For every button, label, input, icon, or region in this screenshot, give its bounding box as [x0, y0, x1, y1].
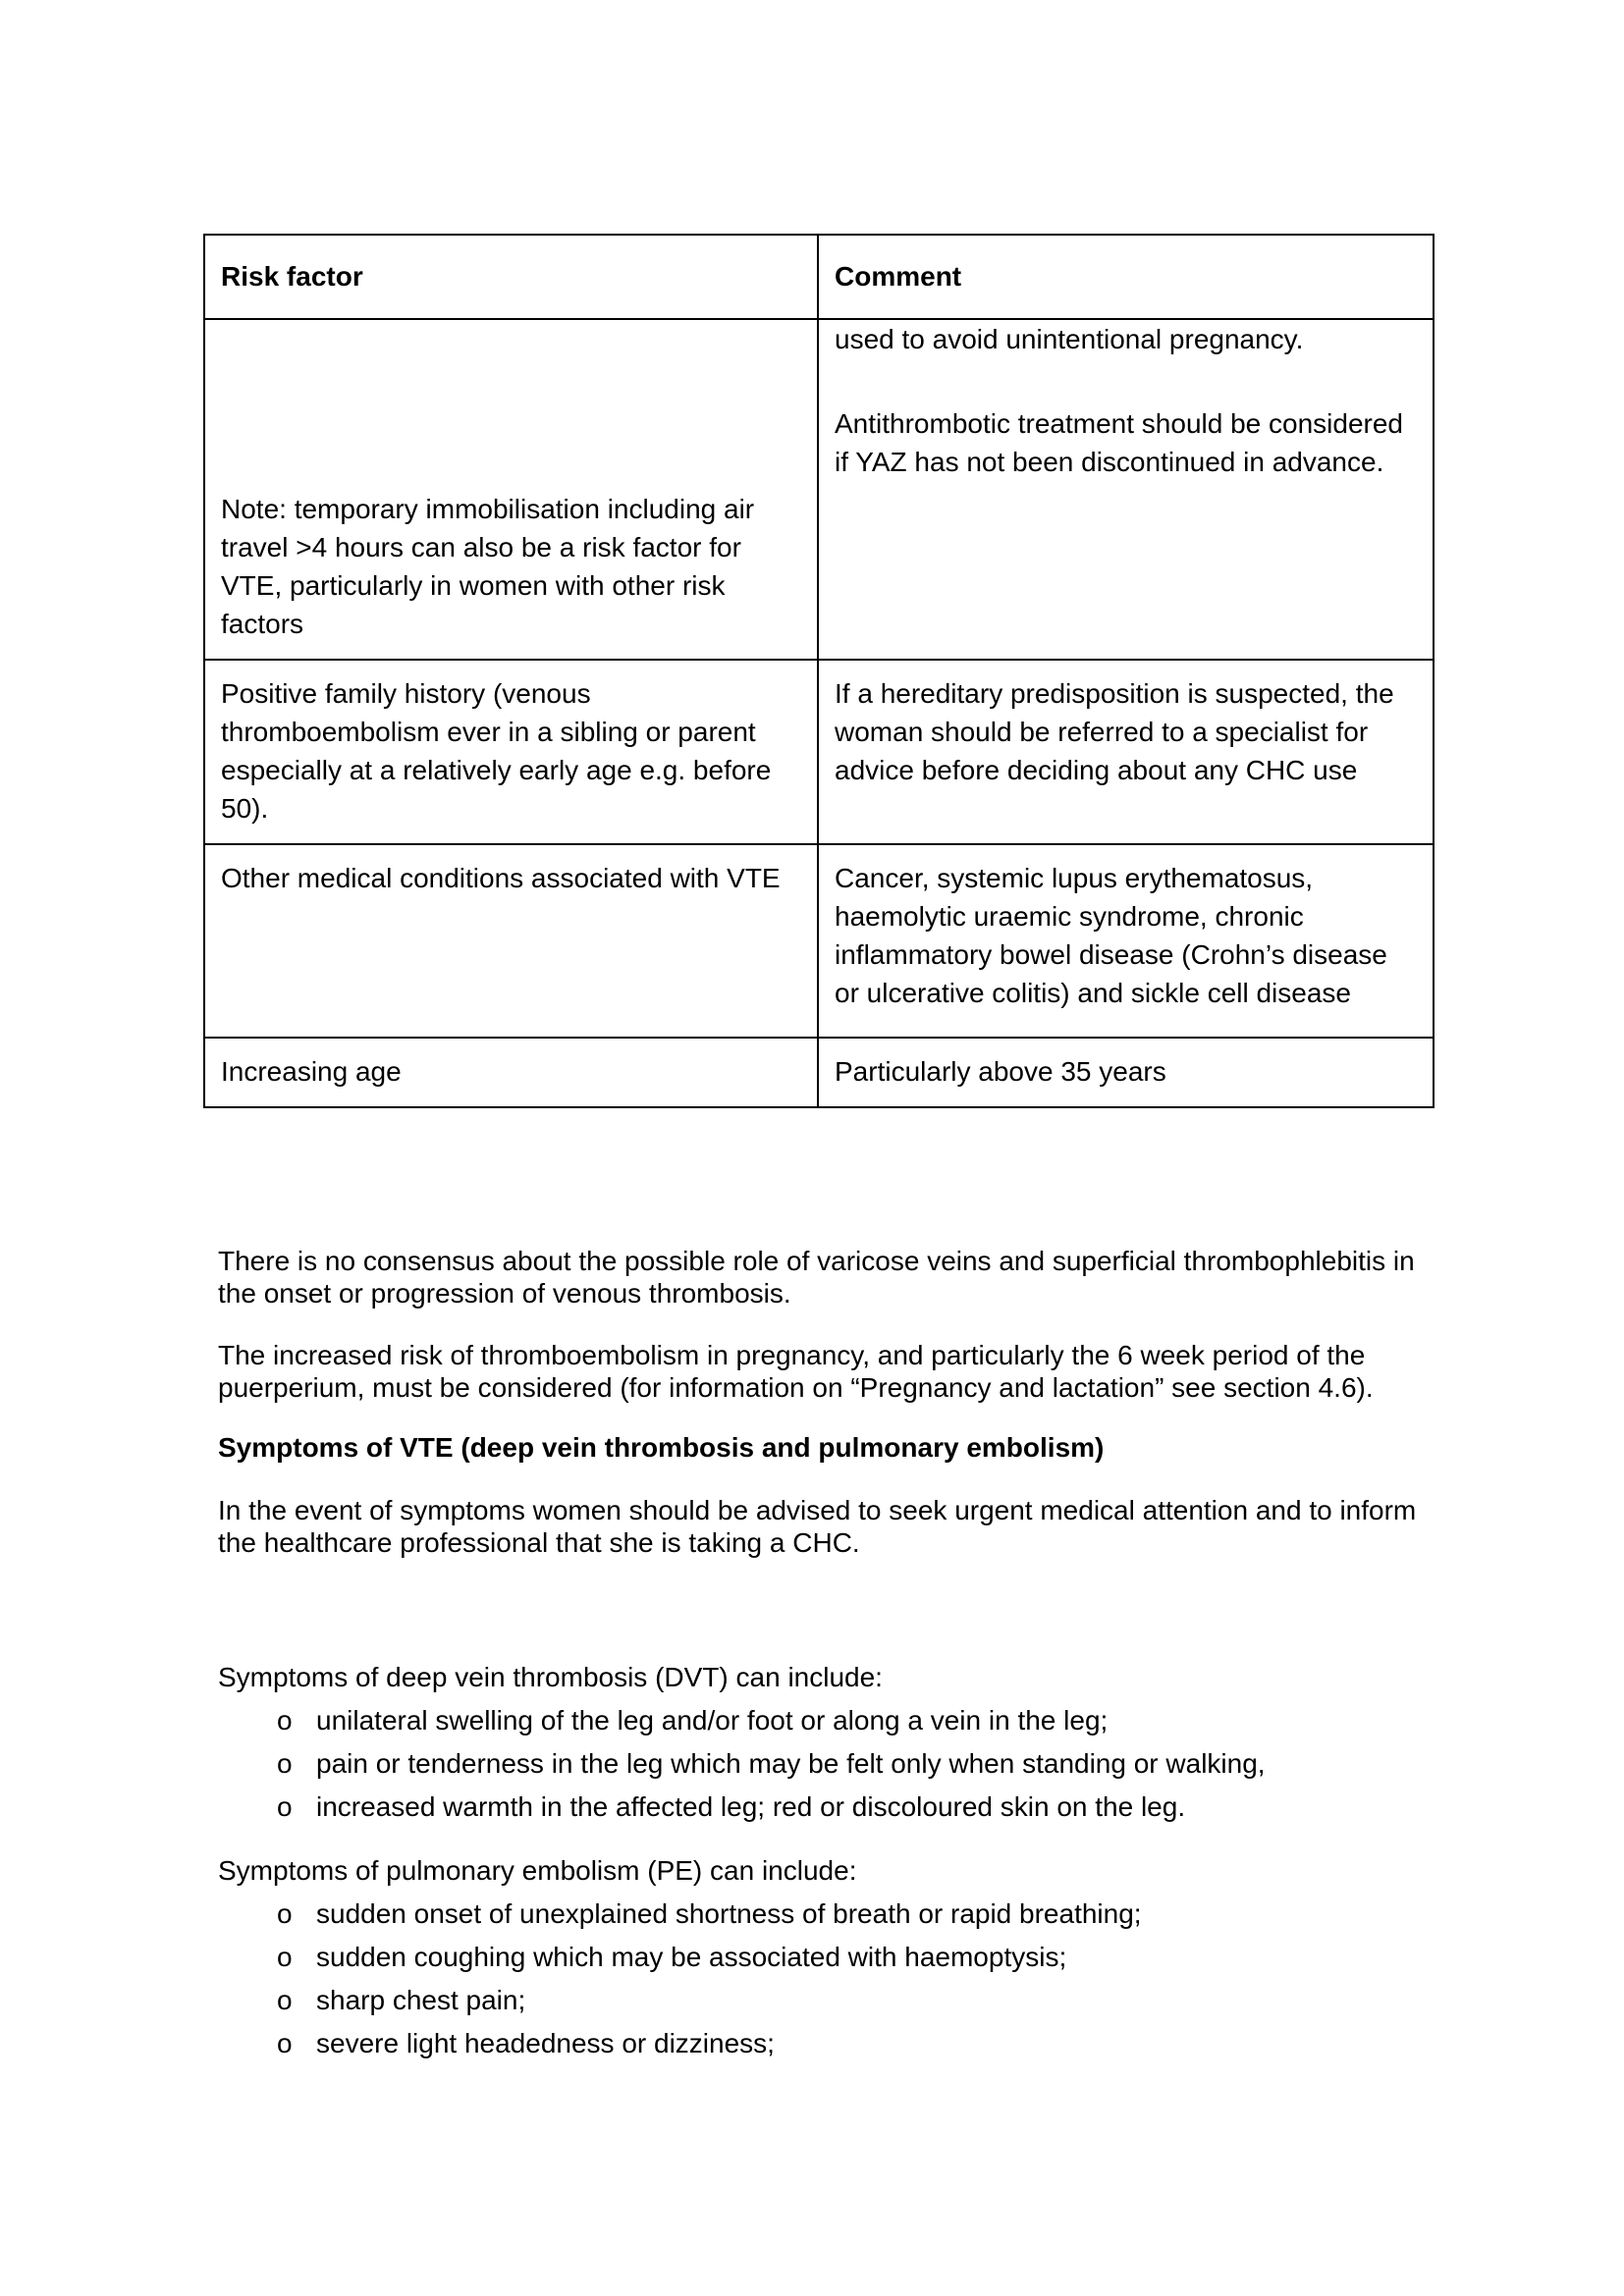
list-item — [218, 1979, 1435, 2022]
list-lead: Symptoms of pulmonary embolism (PE) can include: — [218, 1855, 857, 1886]
comment-cell — [818, 319, 1434, 660]
comment-cell: Cancer, systemic lupus erythematosus, haemolytic uraemic syndrome, chronic inflammatory bowel disease (Crohn’s disease or ulcerative colitis) and sickle cell disease — [818, 844, 1434, 1038]
list-item-text: increased warmth in the affected leg; red or discoloured skin on the leg. — [316, 1791, 1186, 1822]
table-row — [204, 1038, 1434, 1107]
paragraph-advice — [218, 1494, 1435, 1559]
comment-cell: If a hereditary predisposition is suspected, the woman should be referred to a specialist for advice before deciding about any CHC use — [818, 660, 1434, 844]
comment-cell: Particularly above 35 years — [818, 1038, 1434, 1107]
bullet-icon: o — [277, 1985, 293, 2015]
table-row — [204, 660, 1434, 844]
bullet-icon: o — [277, 2028, 293, 2058]
table-row — [204, 844, 1434, 1038]
risk-cell: Increasing age — [204, 1038, 818, 1107]
header-comment: Comment — [818, 235, 1434, 319]
bullet-icon: o — [277, 1791, 293, 1822]
bullet-icon: o — [277, 1748, 293, 1779]
paragraph-text: There is no consensus about the possible role of varicose veins and superficial thrombophlebitis in the onset or progression of venous thrombosis. — [218, 1246, 1415, 1308]
risk-factor-table — [203, 234, 1435, 1108]
list-item-text: sharp chest pain; — [316, 1985, 526, 2015]
dvt-symptoms-list — [218, 1656, 1435, 1829]
pe-symptoms-list — [218, 1849, 1435, 2065]
list-item — [218, 1699, 1435, 1742]
list-item-text: sudden onset of unexplained shortness of breath or rapid breathing; — [316, 1898, 1142, 1929]
list-lead: Symptoms of deep vein thrombosis (DVT) can include: — [218, 1662, 883, 1692]
bullet-icon: o — [277, 1942, 293, 1972]
bullet-icon: o — [277, 1898, 293, 1929]
header-risk-factor: Risk factor — [204, 235, 818, 319]
list-item — [218, 1893, 1435, 1936]
list-item-text: pain or tenderness in the leg which may be felt only when standing or walking, — [316, 1748, 1266, 1779]
list-item — [218, 2022, 1435, 2065]
paragraph-text: The increased risk of thromboembolism in pregnancy, and particularly the 6 week period of the puerperium, must be considered (for information on “Pregnancy and lactation” see section 4.6). — [218, 1340, 1374, 1403]
bullet-icon: o — [277, 1705, 293, 1735]
list-item-text: sudden coughing which may be associated with haemoptysis; — [316, 1942, 1067, 1972]
comment-text: used to avoid unintentional pregnancy. — [835, 324, 1304, 354]
table-header-row — [204, 235, 1434, 319]
risk-cell — [204, 319, 818, 660]
heading-text: Symptoms of VTE (deep vein thrombosis and pulmonary embolism) — [218, 1432, 1105, 1463]
list-item-text: severe light headedness or dizziness; — [316, 2028, 775, 2058]
list-item-text: unilateral swelling of the leg and/or foot or along a vein in the leg; — [316, 1705, 1109, 1735]
table-row — [204, 319, 1434, 660]
risk-cell: Other medical conditions associated with VTE — [204, 844, 818, 1038]
paragraph-text: In the event of symptoms women should be advised to seek urgent medical attention and to inform the healthcare professional that she is taking a CHC. — [218, 1495, 1417, 1558]
paragraph-varicose — [218, 1245, 1435, 1309]
paragraph-pregnancy — [218, 1339, 1435, 1404]
list-item — [218, 1936, 1435, 1979]
comment-text: Antithrombotic treatment should be considered if YAZ has not been discontinued in advance. — [835, 408, 1403, 477]
note-text: Note: temporary immobilisation including air travel >4 hours can also be a risk factor for VTE, particularly in women with other risk factors — [221, 494, 755, 639]
list-item — [218, 1786, 1435, 1829]
list-item — [218, 1742, 1435, 1786]
section-heading — [218, 1431, 1435, 1464]
risk-cell: Positive family history (venous thromboembolism ever in a sibling or parent especially at a relatively early age e.g. before 50). — [204, 660, 818, 844]
